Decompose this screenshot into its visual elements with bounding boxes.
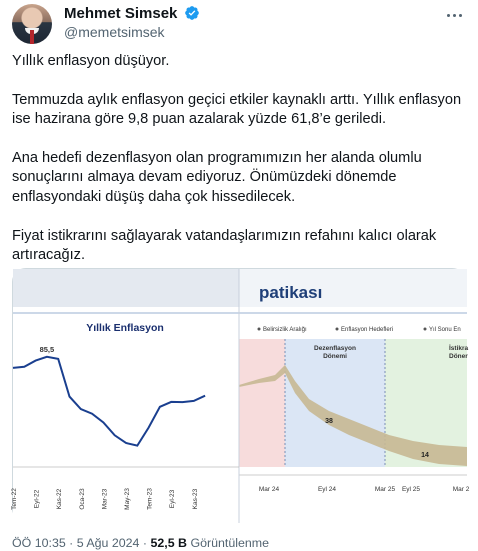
period-label: Dezenflasyon (314, 345, 356, 352)
forecast-tick-label: Eyl 24 (317, 486, 337, 493)
x-tick-label: May-23 (124, 488, 131, 510)
views-count: 52,5 B (150, 536, 187, 550)
tweet-text (12, 52, 468, 285)
display-name[interactable]: Mehmet Simsek (64, 5, 178, 22)
forecast-value-label: 14 (421, 452, 429, 459)
forecast-value-label: 38 (325, 418, 333, 425)
tweet-footer (12, 536, 269, 550)
x-tick-label: Eyl-23 (169, 489, 177, 509)
legend-dot (424, 328, 427, 331)
legend-item: Enflasyon Hedefleri (341, 327, 394, 333)
legend-item: Yıl Sonu En (429, 327, 461, 333)
author-names (64, 5, 200, 41)
legend-item: Belirsizlik Aralığı (263, 327, 307, 333)
x-tick-label: Eyl-22 (33, 489, 41, 509)
forecast-tick-label: Eyl 25 (401, 486, 421, 493)
tweet-image[interactable] (11, 268, 470, 522)
separator: · (139, 536, 151, 550)
left-slide-header (13, 269, 239, 307)
tweet-paragraph: Temmuzda aylık enflasyon geçici etkiler kaynaklı arttı. Yıllık enflasyon ise hazirana göre 9,8 puan azalarak yüzde 61,8’e geriledi. (12, 91, 462, 128)
annual-inflation-x-axis (11, 488, 199, 510)
tweet-time[interactable]: ÖÖ 10:35 (12, 536, 66, 550)
views-label: Görüntülenme (190, 536, 269, 550)
forecast-tick-label: Mar 25 (374, 486, 396, 493)
forecast-tick-label: Mar 24 (258, 486, 280, 493)
tweet-paragraph: Ana hedefi dezenflasyon olan programımızın her alanda olumlu sonuçlarını almaya devam ediyoruz. Önümüzdeki dönemde enflasyondaki düşüş daha çok hissedilecek. (12, 150, 422, 205)
x-tick-label: Oca-23 (78, 488, 86, 510)
legend-dot (336, 328, 339, 331)
period-label: Döner (449, 353, 468, 360)
tweet-header (12, 4, 466, 44)
region-pre (239, 339, 285, 467)
avatar[interactable] (12, 4, 52, 44)
peak-value-label: 85,5 (39, 344, 55, 354)
x-tick-label: Mar-23 (101, 488, 109, 510)
x-tick-label: Kas-22 (56, 488, 64, 510)
forecast-tick-label: Mar 2 (452, 486, 470, 493)
x-tick-label: Tem-22 (11, 488, 18, 510)
legend-dot (258, 328, 261, 331)
slide-title: patikası (259, 283, 323, 302)
period-label: Dönemi (323, 353, 347, 360)
chart-title: Yıllık Enflasyon (86, 322, 164, 334)
more-options-icon[interactable] (444, 8, 464, 22)
tweet-paragraph: Yıllık enflasyon düşüyor. (12, 53, 170, 69)
verified-badge-icon (184, 5, 200, 21)
x-tick-label: Kas-23 (191, 488, 199, 510)
inflation-chart-image (11, 269, 470, 523)
separator: · (65, 536, 77, 550)
tweet-paragraph: Fiyat istikrarını sağlayarak vatandaşlarımızın refahını kalıcı olarak artıracağız. (12, 227, 437, 264)
tweet-date[interactable]: 5 Ağu 2024 (76, 536, 140, 550)
x-tick-label: Tem-23 (146, 488, 154, 510)
period-label: İstikra (449, 345, 469, 352)
avatar-tie (30, 30, 34, 44)
handle[interactable]: @memetsimsek (64, 24, 165, 40)
